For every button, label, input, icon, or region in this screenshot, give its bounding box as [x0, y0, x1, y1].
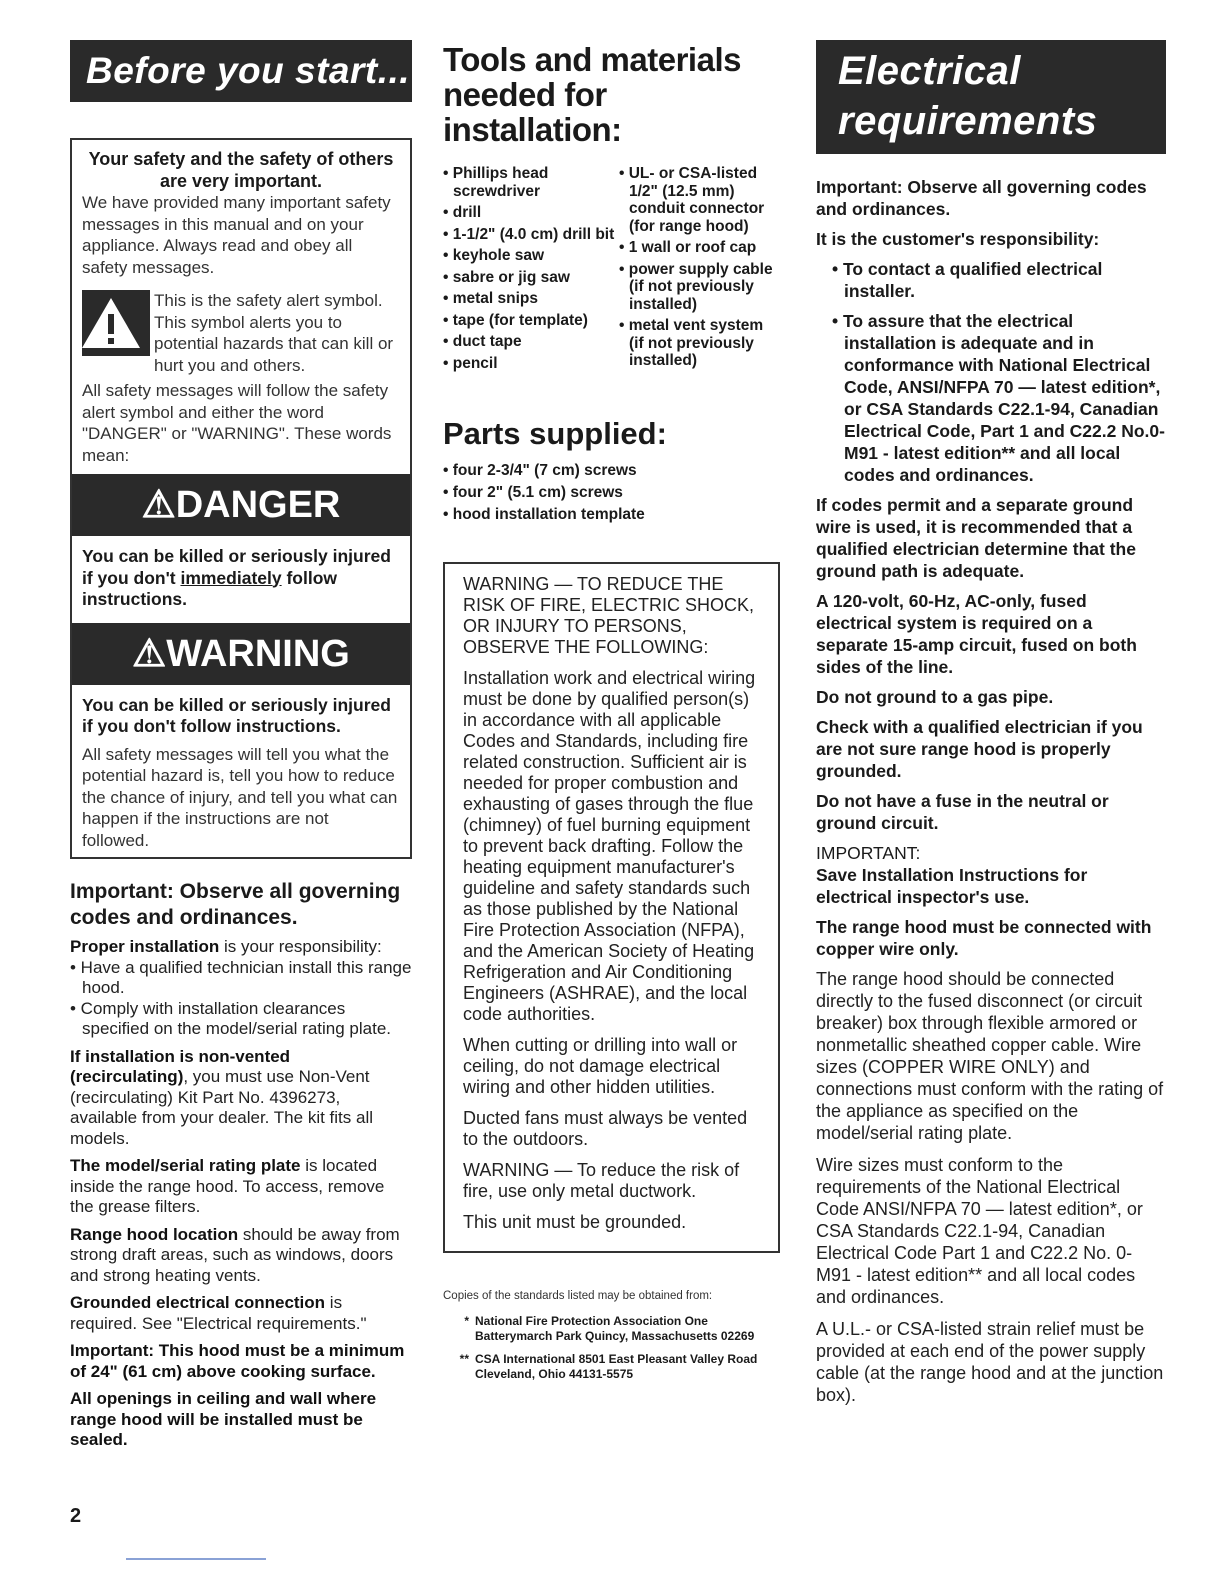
rating-plate-note: The model/serial rating plate is located inside the range hood. To access, remove the grease filters.	[70, 1156, 385, 1216]
elec-fuse: Do not have a fuse in the neutral or ground circuit.	[816, 791, 1109, 833]
bullet-technician: • Have a qualified technician install this range hood.	[70, 957, 412, 997]
elec-system: A 120-volt, 60-Hz, AC-only, fused electrical system is required on a separate 15-amp circuit, fused on both sides of the line.	[816, 591, 1137, 677]
tools-heading: Tools and materials needed for installation:	[443, 41, 741, 148]
grounded-connection-note: Grounded electrical connection is required. See "Electrical requirements."	[70, 1293, 367, 1333]
tool-item: • sabre or jig saw	[443, 268, 570, 286]
openings-note: All openings in ceiling and wall where range hood will be installed must be sealed.	[70, 1389, 377, 1449]
tools-list-left	[443, 165, 619, 376]
tool-item: • pencil	[443, 354, 498, 372]
parts-heading: Parts supplied:	[443, 416, 667, 451]
tool-item: • metal vent system (if not previously installed)	[619, 317, 764, 369]
tool-item: • UL- or CSA-listed 1/2" (12.5 mm) conduit connector (for range hood)	[619, 165, 765, 235]
minimum-height-note: Important: This hood must be a minimum of 24" (61 cm) above cooking surface.	[70, 1341, 405, 1381]
elec-gas-pipe: Do not ground to a gas pipe.	[816, 687, 1054, 707]
safety-title: Your safety and the safety of others are very important.	[88, 149, 394, 191]
part-item: • four 2" (5.1 cm) screws	[443, 484, 623, 501]
elec-sub-conformance: • To assure that the electrical installation is adequate and in conformance with National Electrical Code, ANSI/NFPA 70 — latest edition*, or CSA Standards C22.1-94, Canadian Electrical Code, Part 1 and C22.2 No.0-M91 - latest edition** and all local codes and ordinances.	[832, 311, 1165, 485]
safety-alert-icon	[82, 290, 150, 356]
alert-symbol-row	[82, 290, 400, 376]
warning-text: You can be killed or seriously injured if you don't follow instructions.	[82, 694, 391, 736]
danger-text: You can be killed or seriously injured if you don't immediately follow instructions.	[82, 546, 391, 609]
tool-item: • duct tape	[443, 333, 522, 350]
warning-box-paragraph: This unit must be grounded.	[463, 1212, 687, 1232]
signal-words-text: All safety messages will follow the safety alert symbol and either the word "DANGER" or "WARNING". These words mean:	[82, 381, 392, 465]
tool-item: • power supply cable (if not previously installed)	[619, 260, 773, 313]
warning-label: WARNING	[166, 632, 350, 675]
elec-connection: The range hood should be connected directly to the fused disconnect (or circuit breaker) box through flexible armored or nonmetallic sheathed copper cable. Wire sizes (COPPER WIRE ONLY) and connections must conform with the rating of the appliance as specified on the model/serial rating plate.	[816, 969, 1164, 1143]
elec-ground-wire: If codes permit and a separate ground wire is used, it is recommended that a qualified electrician determine that the ground path is adequate.	[816, 495, 1136, 581]
warning-box-paragraph: When cutting or drilling into wall or ceiling, do not damage electrical wiring and other hidden utilities.	[463, 1035, 738, 1097]
elec-important: Important: Observe all governing codes and ordinances.	[816, 177, 1147, 219]
safety-box	[70, 138, 412, 859]
warning-box-heading: WARNING — TO REDUCE THE RISK OF FIRE, ELECTRIC SHOCK, OR INJURY TO PERSONS, OBSERVE THE FOLLOWING:	[463, 574, 755, 657]
elec-copper: The range hood must be connected with copper wire only.	[816, 917, 1152, 959]
column-tools-parts	[443, 40, 780, 1390]
tool-item: • tape (for template)	[443, 311, 588, 329]
footnote-nfpa: * National Fire Protection Association One Batterymarch Park Quincy, Massachusetts 02269	[464, 1314, 755, 1343]
electrical-banner-line1: Electrical	[838, 49, 1021, 93]
warning-detail: All safety messages will tell you what the potential hazard is, tell you how to reduce the chance of injury, and tell you what can happen if the instructions are not followed.	[82, 744, 398, 850]
warning-box-paragraph: WARNING — To reduce the risk of fire, use only metal ductwork.	[463, 1160, 740, 1201]
danger-label: DANGER	[175, 484, 341, 526]
proper-installation: Proper installation is your responsibility:	[70, 937, 382, 956]
alert-symbol-text: This is the safety alert symbol. This symbol alerts you to potential hazards that can kill or hurt you and others.	[154, 291, 394, 375]
warning-alert-icon: ⚠	[132, 632, 167, 675]
tools-list	[443, 165, 780, 376]
hood-location-note: Range hood location should be away from strong draft areas, such as windows, doors and strong heating vents.	[70, 1224, 400, 1285]
tool-item: • drill	[443, 204, 482, 221]
tool-item: • 1 wall or roof cap	[619, 239, 757, 256]
tools-list-right	[619, 165, 780, 376]
before-you-start-banner: Before you start...	[70, 40, 412, 102]
important-heading: Important: Observe all governing codes and ordinances.	[70, 880, 401, 929]
warning-box-paragraph: Ducted fans must always be vented to the outdoors.	[463, 1108, 748, 1149]
footer-rule	[126, 1558, 266, 1560]
part-item: • four 2-3/4" (7 cm) screws	[443, 462, 637, 479]
elec-sub-installer: • To contact a qualified electrical installer.	[832, 259, 1103, 301]
copies-note: Copies of the standards listed may be obtained from:	[443, 1290, 713, 1302]
tool-item: • 1-1/2" (4.0 cm) drill bit	[443, 225, 615, 243]
electrical-banner-line2: requirements	[838, 99, 1098, 143]
footnote-csa: ** CSA International 8501 East Pleasant Valley Road Cleveland, Ohio 44131-5575	[459, 1352, 758, 1381]
elec-strain-relief: A U.L.- or CSA-listed strain relief must be provided at each end of the power supply cable (at the range hood and at the junction box).	[816, 1319, 1164, 1405]
elec-important-save: IMPORTANT: Save Installation Instructions for electrical inspector's use.	[816, 843, 1088, 907]
warning-box-paragraph: Installation work and electrical wiring must be done by qualified person(s) in accordance with all applicable Codes and Standards, including fire related construction. Sufficient air is needed for proper combustion and exhausting of gases through the flue (chimney) of fuel burning equipment to prevent back drafting. Follow the heating equipment manufacturer's guideline and safety standards such as those published by the National Fire Protection Association (NFPA), and the American Society of Heating Refrigeration and Air Conditioning Engineers (ASHRAE), and the local code authorities.	[463, 668, 756, 1024]
bullet-clearances: • Comply with installation clearances specified on the model/serial rating plate.	[70, 998, 392, 1038]
safety-intro: We have provided many important safety messages in this manual and on your appliance. Always read and obey all safety messages.	[82, 193, 391, 277]
elec-wire-sizes: Wire sizes must conform to the requirements of the National Electrical Code ANSI/NFPA 70 — latest edition*, or CSA Standards C22.1-94, Canadian Electrical Code Part 1 and C22.2 No. 0-M91 - latest edition** and all local codes and ordinances.	[816, 1155, 1143, 1307]
electrical-banner	[816, 40, 1166, 154]
elec-check: Check with a qualified electrician if you are not sure range hood is properly grounded.	[816, 717, 1143, 781]
tool-item: • metal snips	[443, 290, 539, 307]
warning-box	[443, 562, 780, 1253]
danger-alert-icon: ⚠	[141, 484, 176, 526]
tool-item: • Phillips head screwdriver	[443, 165, 549, 200]
column-electrical	[816, 40, 1166, 1416]
page-number: 2	[70, 1505, 82, 1527]
column-before-you-start	[70, 40, 412, 1458]
tool-item: • keyhole saw	[443, 247, 545, 264]
elec-responsibility: It is the customer's responsibility:	[816, 229, 1100, 249]
warning-signal	[72, 623, 410, 685]
non-vented-note: If installation is non-vented (recirculating), you must use Non-Vent (recirculating) Kit Part No. 4396273, available from your dealer. The kit fits all models.	[70, 1046, 373, 1148]
danger-signal	[72, 474, 410, 536]
part-item: • hood installation template	[443, 506, 645, 523]
